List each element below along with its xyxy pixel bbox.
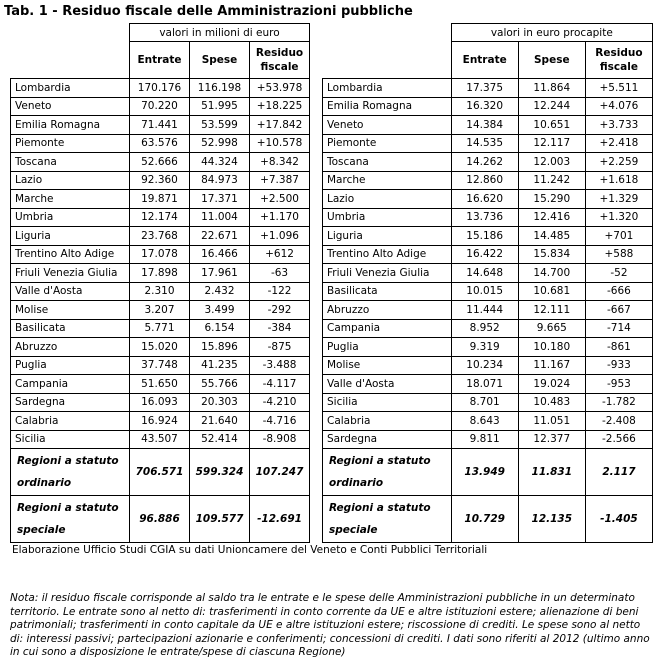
table-row	[11, 208, 310, 227]
residuo-cell: +18.225	[250, 97, 310, 116]
entrate-cell: 170.176	[130, 79, 190, 98]
residuo-cell: +701	[585, 227, 652, 246]
table-row	[323, 282, 653, 301]
residuo-cell: +1.096	[250, 227, 310, 246]
residuo-cell: -666	[585, 282, 652, 301]
residuo-cell: +2.500	[250, 190, 310, 209]
spese-cell: 11.242	[518, 171, 585, 190]
col-residuo: Residuo fiscale	[250, 42, 310, 79]
region-cell: Basilicata	[11, 319, 130, 338]
spese-cell: 17.371	[190, 190, 250, 209]
spese-cell: 21.640	[190, 412, 250, 431]
residuo-cell: -875	[250, 338, 310, 357]
residuo-cell: +5.511	[585, 79, 652, 98]
region-cell: Calabria	[11, 412, 130, 431]
residuo-cell: -953	[585, 375, 652, 394]
right-table-procapite	[322, 23, 653, 543]
region-cell: Lombardia	[323, 79, 452, 98]
table-title: Tab. 1 - Residuo fiscale delle Amministrazioni pubbliche	[4, 4, 413, 19]
entrate-cell: 10.729	[451, 496, 518, 543]
entrate-cell: 71.441	[130, 116, 190, 135]
spese-cell: 2.432	[190, 282, 250, 301]
region-cell: Liguria	[323, 227, 452, 246]
residuo-cell: -2.408	[585, 412, 652, 431]
region-cell: Emilia Romagna	[11, 116, 130, 135]
region-cell: Sardegna	[11, 393, 130, 412]
residuo-cell: +53.978	[250, 79, 310, 98]
left-group-label: valori in milioni di euro	[130, 24, 310, 42]
residuo-cell: +588	[585, 245, 652, 264]
table-row	[323, 338, 653, 357]
table-row	[323, 208, 653, 227]
col-spese: Spese	[518, 42, 585, 79]
col-entrate: Entrate	[130, 42, 190, 79]
footnote: Nota: il residuo fiscale corrisponde al saldo tra le entrate e le spese delle Amministrazioni pubbliche in un determinato territorio. Le entrate sono al netto di: trasferimenti in conto corrente da UE e altre istituzioni estere; alienazione di beni patrimoniali; trasferimenti in conto capitale da UE e altre istituzioni estere; riscossione di crediti. Le spese sono al netto di: interessi passivi; partecipazioni azionarie e conferimenti; concessioni di crediti. I dati sono riferiti al 2012 (ultimo anno in cui sono a disposizione le entrate/spese di ciascuna Regione)	[10, 592, 650, 659]
region-cell: Basilicata	[323, 282, 452, 301]
spese-cell: 11.051	[518, 412, 585, 431]
table-row	[11, 319, 310, 338]
totals-label: Regioni a statuto speciale	[323, 496, 452, 543]
table-row	[323, 116, 653, 135]
residuo-cell: -714	[585, 319, 652, 338]
region-cell: Campania	[323, 319, 452, 338]
entrate-cell: 18.071	[451, 375, 518, 394]
residuo-cell: 2.117	[585, 449, 652, 496]
entrate-cell: 11.444	[451, 301, 518, 320]
totals-label: Regioni a statuto ordinario	[11, 449, 130, 496]
table-row	[11, 79, 310, 98]
region-cell: Emilia Romagna	[323, 97, 452, 116]
spese-cell: 14.485	[518, 227, 585, 246]
residuo-cell: -3.488	[250, 356, 310, 375]
region-cell: Lombardia	[11, 79, 130, 98]
spese-cell: 51.995	[190, 97, 250, 116]
residuo-cell: -63	[250, 264, 310, 283]
table-row	[11, 97, 310, 116]
residuo-cell: +612	[250, 245, 310, 264]
region-cell: Abruzzo	[11, 338, 130, 357]
region-cell: Valle d'Aosta	[11, 282, 130, 301]
region-cell: Liguria	[11, 227, 130, 246]
entrate-cell: 9.811	[451, 430, 518, 449]
spese-cell: 41.235	[190, 356, 250, 375]
table-row	[323, 393, 653, 412]
entrate-cell: 17.375	[451, 79, 518, 98]
table-row	[11, 190, 310, 209]
spese-cell: 55.766	[190, 375, 250, 394]
region-cell: Marche	[323, 171, 452, 190]
region-cell: Toscana	[11, 153, 130, 172]
totals-row	[323, 449, 653, 496]
region-cell: Piemonte	[323, 134, 452, 153]
region-cell: Sardegna	[323, 430, 452, 449]
region-cell: Veneto	[323, 116, 452, 135]
residuo-cell: -1.782	[585, 393, 652, 412]
left-table-body	[11, 79, 310, 543]
entrate-cell: 16.093	[130, 393, 190, 412]
residuo-cell: +1.170	[250, 208, 310, 227]
region-cell: Friuli Venezia Giulia	[323, 264, 452, 283]
table-row	[323, 264, 653, 283]
table-row	[11, 430, 310, 449]
spese-cell: 19.024	[518, 375, 585, 394]
residuo-cell: -122	[250, 282, 310, 301]
spese-cell: 116.198	[190, 79, 250, 98]
entrate-cell: 12.860	[451, 171, 518, 190]
spese-cell: 11.167	[518, 356, 585, 375]
table-row	[323, 430, 653, 449]
table-row	[11, 393, 310, 412]
spese-cell: 53.599	[190, 116, 250, 135]
left-table-millions	[10, 23, 310, 543]
region-cell: Piemonte	[11, 134, 130, 153]
table-row	[11, 153, 310, 172]
spese-cell: 12.135	[518, 496, 585, 543]
table-row	[323, 356, 653, 375]
region-cell: Molise	[11, 301, 130, 320]
region-cell: Lazio	[323, 190, 452, 209]
region-cell: Valle d'Aosta	[323, 375, 452, 394]
col-spese: Spese	[190, 42, 250, 79]
spese-cell: 10.651	[518, 116, 585, 135]
entrate-cell: 14.262	[451, 153, 518, 172]
entrate-cell: 52.666	[130, 153, 190, 172]
region-cell: Umbria	[323, 208, 452, 227]
table-row	[323, 412, 653, 431]
region-cell: Umbria	[11, 208, 130, 227]
spese-cell: 20.303	[190, 393, 250, 412]
residuo-cell: -861	[585, 338, 652, 357]
table-row	[11, 245, 310, 264]
spese-cell: 3.499	[190, 301, 250, 320]
entrate-cell: 14.648	[451, 264, 518, 283]
spese-cell: 14.700	[518, 264, 585, 283]
residuo-cell: -933	[585, 356, 652, 375]
source-note: Elaborazione Ufficio Studi CGIA su dati Unioncamere del Veneto e Conti Pubblici Territoriali	[12, 544, 488, 556]
table-row	[11, 338, 310, 357]
spese-cell: 52.414	[190, 430, 250, 449]
table-row	[323, 319, 653, 338]
entrate-cell: 10.015	[451, 282, 518, 301]
totals-label: Regioni a statuto speciale	[11, 496, 130, 543]
entrate-cell: 16.924	[130, 412, 190, 431]
entrate-cell: 13.736	[451, 208, 518, 227]
region-header-blank	[323, 24, 452, 79]
spese-cell: 11.004	[190, 208, 250, 227]
spese-cell: 10.483	[518, 393, 585, 412]
spese-cell: 17.961	[190, 264, 250, 283]
table-row	[323, 245, 653, 264]
table-row	[323, 227, 653, 246]
entrate-cell: 17.898	[130, 264, 190, 283]
residuo-cell: -4.210	[250, 393, 310, 412]
table-row	[11, 264, 310, 283]
residuo-cell: +2.418	[585, 134, 652, 153]
entrate-cell: 15.186	[451, 227, 518, 246]
region-cell: Sicilia	[323, 393, 452, 412]
residuo-cell: -52	[585, 264, 652, 283]
region-cell: Molise	[323, 356, 452, 375]
region-cell: Marche	[11, 190, 130, 209]
table-row	[11, 171, 310, 190]
spese-cell: 12.416	[518, 208, 585, 227]
entrate-cell: 14.384	[451, 116, 518, 135]
table-row	[323, 79, 653, 98]
spese-cell: 599.324	[190, 449, 250, 496]
region-cell: Friuli Venezia Giulia	[11, 264, 130, 283]
table-row	[11, 227, 310, 246]
right-table-body	[323, 79, 653, 543]
residuo-cell: +7.387	[250, 171, 310, 190]
entrate-cell: 8.643	[451, 412, 518, 431]
entrate-cell: 96.886	[130, 496, 190, 543]
entrate-cell: 12.174	[130, 208, 190, 227]
table-row	[11, 116, 310, 135]
entrate-cell: 16.422	[451, 245, 518, 264]
entrate-cell: 92.360	[130, 171, 190, 190]
spese-cell: 12.111	[518, 301, 585, 320]
entrate-cell: 51.650	[130, 375, 190, 394]
spese-cell: 12.003	[518, 153, 585, 172]
entrate-cell: 5.771	[130, 319, 190, 338]
table-row	[11, 301, 310, 320]
region-cell: Calabria	[323, 412, 452, 431]
col-residuo: Residuo fiscale	[585, 42, 652, 79]
region-cell: Trentino Alto Adige	[323, 245, 452, 264]
residuo-cell: -2.566	[585, 430, 652, 449]
spese-cell: 16.466	[190, 245, 250, 264]
entrate-cell: 23.768	[130, 227, 190, 246]
entrate-cell: 10.234	[451, 356, 518, 375]
region-cell: Toscana	[323, 153, 452, 172]
spese-cell: 84.973	[190, 171, 250, 190]
residuo-cell: -12.691	[250, 496, 310, 543]
entrate-cell: 63.576	[130, 134, 190, 153]
table-row	[323, 190, 653, 209]
entrate-cell: 8.701	[451, 393, 518, 412]
totals-row	[11, 496, 310, 543]
spese-cell: 10.681	[518, 282, 585, 301]
spese-cell: 6.154	[190, 319, 250, 338]
entrate-cell: 16.620	[451, 190, 518, 209]
region-header-blank	[11, 24, 130, 79]
totals-label: Regioni a statuto ordinario	[323, 449, 452, 496]
residuo-cell: +1.618	[585, 171, 652, 190]
entrate-cell: 37.748	[130, 356, 190, 375]
table-row	[11, 356, 310, 375]
residuo-cell: +1.329	[585, 190, 652, 209]
spese-cell: 15.896	[190, 338, 250, 357]
residuo-cell: -8.908	[250, 430, 310, 449]
table-row	[323, 97, 653, 116]
residuo-cell: -1.405	[585, 496, 652, 543]
totals-row	[323, 496, 653, 543]
entrate-cell: 13.949	[451, 449, 518, 496]
region-cell: Puglia	[323, 338, 452, 357]
entrate-cell: 14.535	[451, 134, 518, 153]
region-cell: Abruzzo	[323, 301, 452, 320]
totals-row	[11, 449, 310, 496]
entrate-cell: 19.871	[130, 190, 190, 209]
residuo-cell: +1.320	[585, 208, 652, 227]
table-row	[11, 375, 310, 394]
spese-cell: 12.244	[518, 97, 585, 116]
table-row	[323, 153, 653, 172]
entrate-cell: 15.020	[130, 338, 190, 357]
residuo-cell: -292	[250, 301, 310, 320]
entrate-cell: 16.320	[451, 97, 518, 116]
table-row	[323, 301, 653, 320]
spese-cell: 10.180	[518, 338, 585, 357]
residuo-cell: +4.076	[585, 97, 652, 116]
spese-cell: 11.864	[518, 79, 585, 98]
spese-cell: 44.324	[190, 153, 250, 172]
entrate-cell: 43.507	[130, 430, 190, 449]
table-row	[11, 134, 310, 153]
residuo-cell: 107.247	[250, 449, 310, 496]
residuo-cell: -667	[585, 301, 652, 320]
entrate-cell: 706.571	[130, 449, 190, 496]
table-row	[323, 171, 653, 190]
entrate-cell: 3.207	[130, 301, 190, 320]
entrate-cell: 8.952	[451, 319, 518, 338]
region-cell: Veneto	[11, 97, 130, 116]
spese-cell: 15.290	[518, 190, 585, 209]
residuo-cell: -384	[250, 319, 310, 338]
spese-cell: 15.834	[518, 245, 585, 264]
table-row	[11, 282, 310, 301]
residuo-cell: +2.259	[585, 153, 652, 172]
spese-cell: 12.117	[518, 134, 585, 153]
spese-cell: 52.998	[190, 134, 250, 153]
residuo-cell: +17.842	[250, 116, 310, 135]
col-entrate: Entrate	[451, 42, 518, 79]
region-cell: Puglia	[11, 356, 130, 375]
spese-cell: 9.665	[518, 319, 585, 338]
entrate-cell: 2.310	[130, 282, 190, 301]
table-row	[323, 375, 653, 394]
region-cell: Sicilia	[11, 430, 130, 449]
region-cell: Lazio	[11, 171, 130, 190]
residuo-cell: +8.342	[250, 153, 310, 172]
residuo-cell: -4.117	[250, 375, 310, 394]
spese-cell: 109.577	[190, 496, 250, 543]
spese-cell: 11.831	[518, 449, 585, 496]
right-group-label: valori in euro procapite	[451, 24, 652, 42]
entrate-cell: 9.319	[451, 338, 518, 357]
residuo-cell: +10.578	[250, 134, 310, 153]
residuo-cell: -4.716	[250, 412, 310, 431]
entrate-cell: 17.078	[130, 245, 190, 264]
table-row	[323, 134, 653, 153]
spese-cell: 12.377	[518, 430, 585, 449]
table-row	[11, 412, 310, 431]
spese-cell: 22.671	[190, 227, 250, 246]
region-cell: Trentino Alto Adige	[11, 245, 130, 264]
region-cell: Campania	[11, 375, 130, 394]
residuo-cell: +3.733	[585, 116, 652, 135]
entrate-cell: 70.220	[130, 97, 190, 116]
